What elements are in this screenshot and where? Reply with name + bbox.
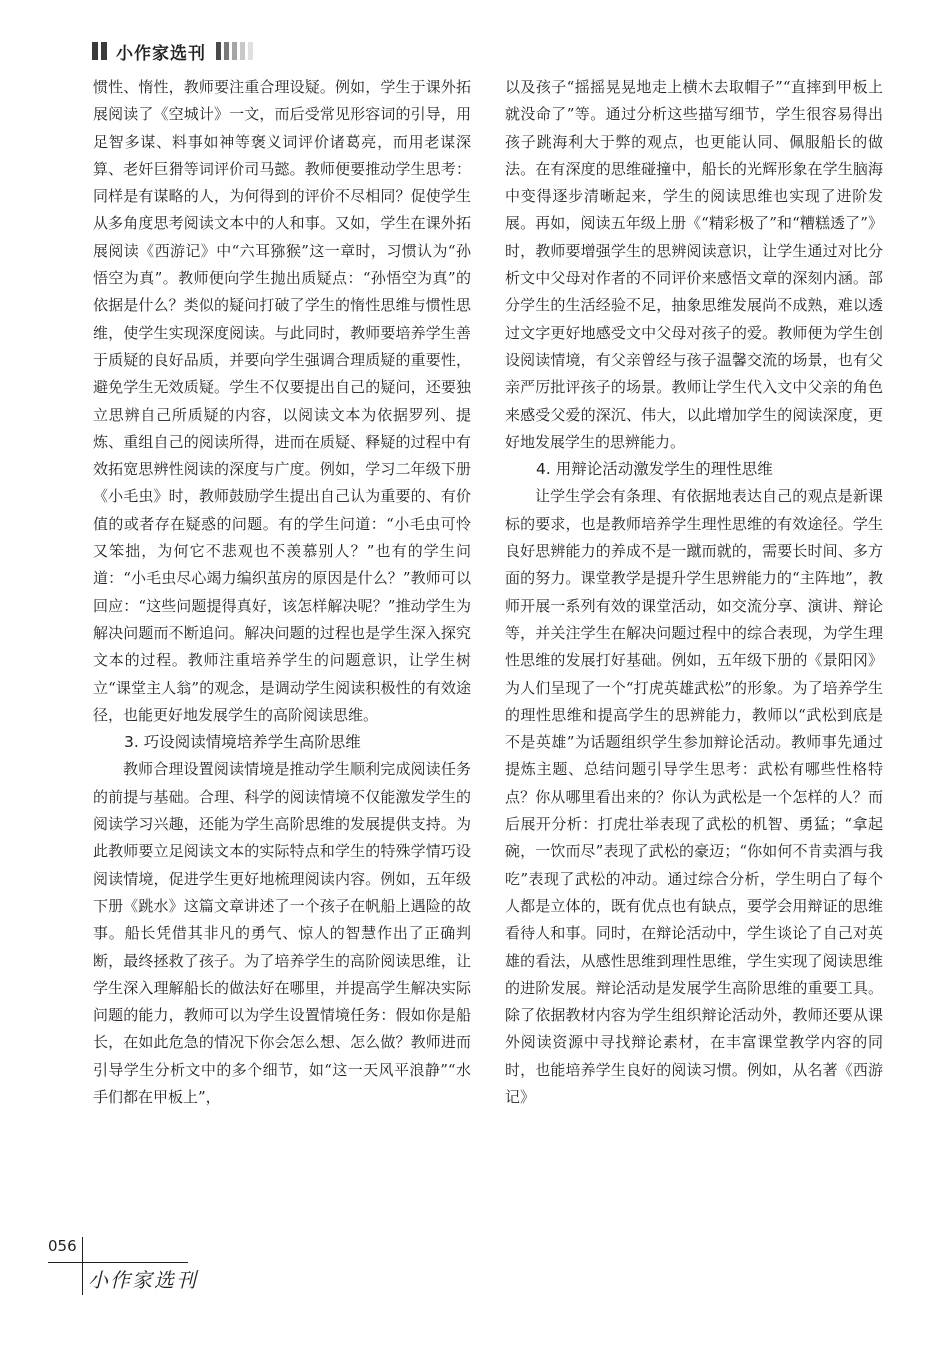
right-paragraph-2: 让学生学会有条理、有依据地表达自己的观点是新课标的要求，也是教师培养学生理性思维的有效途径。学生良好思辨能力的养成不是一蹴而就的，需要长时间、多方面的努力。课堂教学是提升学生思辨能力的“主阵地”，教师开展一系列有效的课堂活动，如交流分享、演讲、辩论等，并关注学生在解决问题过程中的综合表现，为学生理性思维的发展打好基础。例如，五年级下册的《景阳冈》为人们呈现了一个“打虎英雄武松”的形象。为了培养学生的理性思维和提高学生的思辨能力，教师以“武松到底是不是英雄”为话题组织学生参加辩论活动。教师事先通过提炼主题、总结问题引导学生思考：武松有哪些性格特点？你从哪里看出来的？你认为武松是一个怎样的人？而后展开分析：打虎壮举表现了武松的机智、勇猛；“拿起碗，一饮而尽”表现了武松的豪迈；“你如何不肯卖酒与我吃”表现了武松的冲动。通过综合分析，学生明白了每个人都是立体的，既有优点也有缺点，要学会用辩证的思维看待人和事。同时，在辩论活动中，学生谈论了自己对英雄的看法，从感性思维到理性思维，学生实现了阅读思维的进阶发展。辩论活动是发展学生高阶思维的重要工具。除了依据教材内容为学生组织辩论活动外，教师还要从课外阅读资源中寻找辩论素材，在丰富课堂教学内容的同时，也能培养学生良好的阅读习惯。例如，从名著《西游记》 (505, 487, 883, 1106)
right-paragraph-1: 以及孩子“摇摇晃晃地走上横木去取帽子”“直摔到甲板上就没命了”等。通过分析这些描写细节，学生很容易得出孩子跳海利大于弊的观点，也更能认同、佩服船长的做法。在有深度的思维碰撞中，船长的光辉形象在学生脑海中变得逐步清晰起来，学生的阅读思维也实现了进阶发展。再如，阅读五年级上册《“精彩极了”和“糟糕透了”》时，教师要增强学生的思辨阅读意识，让学生通过对比分析文中父母对作者的不同评价来感悟文章的深刻内涵。部分学生的生活经验不足，抽象思维发展尚不成熟，难以透过文字更好地感受文中父母对孩子的爱。教师便为学生创设阅读情境，有父亲曾经与孩子温馨交流的场景，也有父亲严厉批评孩子的场景。教师让学生代入文中父亲的角色来感受父爱的深沉、伟大，以此增加学生的阅读深度，更好地发展学生的思辨能力。 (505, 78, 883, 451)
section-heading-3: 3. 巧设阅读情境培养学生高阶思维 (124, 733, 361, 752)
header-bars-left (92, 42, 110, 60)
footer-rule (48, 1262, 188, 1263)
left-column (93, 74, 471, 1111)
header-bars-right (216, 42, 256, 60)
running-header (92, 38, 256, 64)
footer-vertical-rule (82, 1237, 83, 1295)
left-paragraph-1: 惯性、惰性，教师要注重合理设疑。例如，学生于课外拓展阅读了《空城计》一文，而后受常见形容词的引导，用足智多谋、料事如神等褒义词评价诸葛亮，而用老谋深算、老奸巨猾等词评价司马懿。教师便要推动学生思考：同样是有谋略的人，为何得到的评价不尽相同？促使学生从多角度思考阅读文本中的人和事。又如，学生在课外拓展阅读《西游记》中“六耳猕猴”这一章时，习惯认为“孙悟空为真”。教师便向学生抛出质疑点：“孙悟空为真”的依据是什么？类似的疑问打破了学生的惰性思维与惯性思维，使学生实现深度阅读。与此同时，教师要培养学生善于质疑的良好品质，并要向学生强调合理质疑的重要性，避免学生无效质疑。学生不仅要提出自己的疑问，还要独立思辨自己所质疑的内容，以阅读文本为依据罗列、提炼、重组自己的阅读所得，进而在质疑、释疑的过程中有效拓宽思辨性阅读的深度与广度。例如，学习二年级下册《小毛虫》时，教师鼓励学生提出自己认为重要的、有价值的或者存在疑惑的问题。有的学生问道：“小毛虫可怜又笨拙，为何它不悲观也不羡慕别人？”也有的学生问道：“小毛虫尽心竭力编织茧房的原因是什么？”教师可以回应：“这些问题提得真好，该怎样解决呢？”推动学生为解决问题而不断追问。解决问题的过程也是学生深入探究文本的过程。教师注重培养学生的问题意识，让学生树立“课堂主人翁”的观念，是调动学生阅读积极性的有效途径，也能更好地发展学生的高阶阅读思维。 (93, 78, 471, 724)
journal-title: 小作家选刊 (116, 43, 206, 64)
right-column (505, 74, 883, 1111)
page-number: 056 (48, 1237, 77, 1255)
left-paragraph-2: 教师合理设置阅读情境是推动学生顺利完成阅读任务的前提与基础。合理、科学的阅读情境不仅能激发学生的阅读学习兴趣，还能为学生高阶思维的发展提供支持。为此教师要立足阅读文本的实际特点和学生的特殊学情巧设阅读情境，促进学生更好地梳理阅读内容。例如，五年级下册《跳水》这篇文章讲述了一个孩子在帆船上遇险的故事。船长凭借其非凡的勇气、惊人的智慧作出了正确判断，最终拯救了孩子。为了培养学生的高阶阅读思维，让学生深入理解船长的做法好在哪里，并提高学生解决实际问题的能力，教师可以为学生设置情境任务：假如你是船长，在如此危急的情况下你会怎么想、怎么做？教师进而引导学生分析文中的多个细节，如“这一天风平浪静”“水手们都在甲板上”， (93, 760, 471, 1106)
footer-logo: 小作家选刊 (88, 1268, 198, 1292)
section-heading-4: 4. 用辩论活动激发学生的理性思维 (536, 460, 773, 479)
